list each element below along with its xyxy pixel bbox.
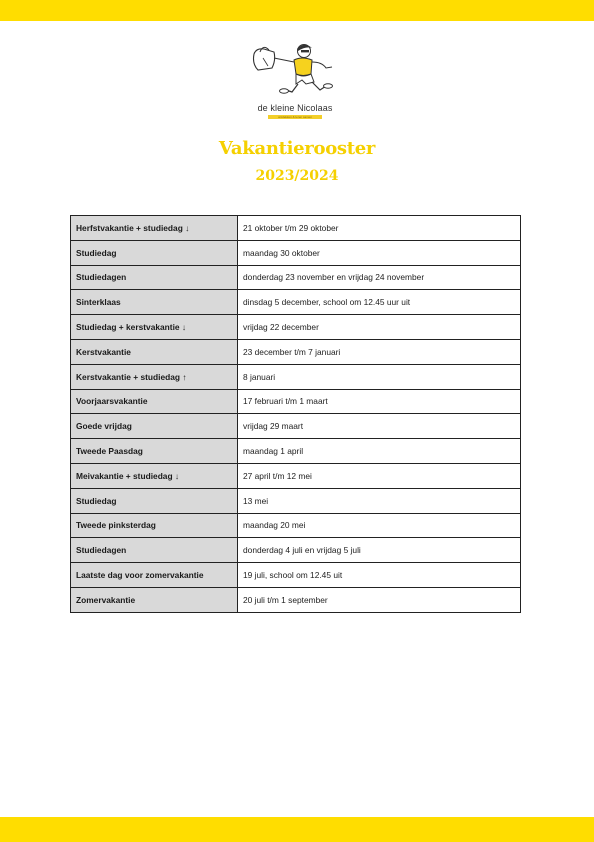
event-cell: Herfstvakantie + studiedag ↓: [71, 216, 238, 241]
event-cell: Sinterklaas: [71, 290, 238, 315]
table-row: [71, 587, 521, 612]
date-cell: donderdag 23 november en vrijdag 24 november: [238, 265, 521, 290]
table-row: [71, 364, 521, 389]
date-cell: 17 februari t/m 1 maart: [238, 389, 521, 414]
table-row: [71, 290, 521, 315]
table-row: [71, 538, 521, 563]
top-color-band: [0, 0, 594, 21]
event-cell: Kerstvakantie + studiedag ↑: [71, 364, 238, 389]
date-cell: vrijdag 29 maart: [238, 414, 521, 439]
event-cell: Studiedag: [71, 240, 238, 265]
logo-brand-name: de kleine Nicolaas: [257, 103, 333, 113]
event-cell: Voorjaarsvakantie: [71, 389, 238, 414]
date-cell: 19 juli, school om 12.45 uit: [238, 563, 521, 588]
event-cell: Studiedag + kerstvakantie ↓: [71, 315, 238, 340]
table-row: [71, 463, 521, 488]
date-cell: donderdag 4 juli en vrijdag 5 juli: [238, 538, 521, 563]
running-child-logo-icon: [246, 40, 338, 102]
page-title: Vakantierooster: [218, 138, 376, 159]
date-cell: maandag 20 mei: [238, 513, 521, 538]
logo-tagline: ontdekken & leren samen: [268, 115, 322, 119]
event-cell: Studiedag: [71, 488, 238, 513]
table-row: [71, 339, 521, 364]
event-cell: Studiedagen: [71, 265, 238, 290]
date-cell: maandag 30 oktober: [238, 240, 521, 265]
date-cell: 27 april t/m 12 mei: [238, 463, 521, 488]
table-row: [71, 216, 521, 241]
bottom-color-band: [0, 817, 594, 842]
date-cell: 20 juli t/m 1 september: [238, 587, 521, 612]
table-row: [71, 389, 521, 414]
date-cell: maandag 1 april: [238, 439, 521, 464]
table-row: [71, 240, 521, 265]
school-logo: [240, 40, 350, 122]
table-row: [71, 563, 521, 588]
date-cell: vrijdag 22 december: [238, 315, 521, 340]
event-cell: Tweede pinksterdag: [71, 513, 238, 538]
date-cell: 8 januari: [238, 364, 521, 389]
date-cell: 13 mei: [238, 488, 521, 513]
table-row: [71, 513, 521, 538]
date-cell: dinsdag 5 december, school om 12.45 uur uit: [238, 290, 521, 315]
table-row: [71, 265, 521, 290]
event-cell: Goede vrijdag: [71, 414, 238, 439]
event-cell: Meivakantie + studiedag ↓: [71, 463, 238, 488]
holiday-schedule-table: [70, 215, 521, 613]
event-cell: Studiedagen: [71, 538, 238, 563]
event-cell: Zomervakantie: [71, 587, 238, 612]
event-cell: Kerstvakantie: [71, 339, 238, 364]
table-row: [71, 414, 521, 439]
event-cell: Tweede Paasdag: [71, 439, 238, 464]
date-cell: 21 oktober t/m 29 oktober: [238, 216, 521, 241]
table-row: [71, 315, 521, 340]
table-row: [71, 488, 521, 513]
school-year: 2023/2024: [255, 168, 339, 184]
date-cell: 23 december t/m 7 januari: [238, 339, 521, 364]
table-row: [71, 439, 521, 464]
event-cell: Laatste dag voor zomervakantie: [71, 563, 238, 588]
